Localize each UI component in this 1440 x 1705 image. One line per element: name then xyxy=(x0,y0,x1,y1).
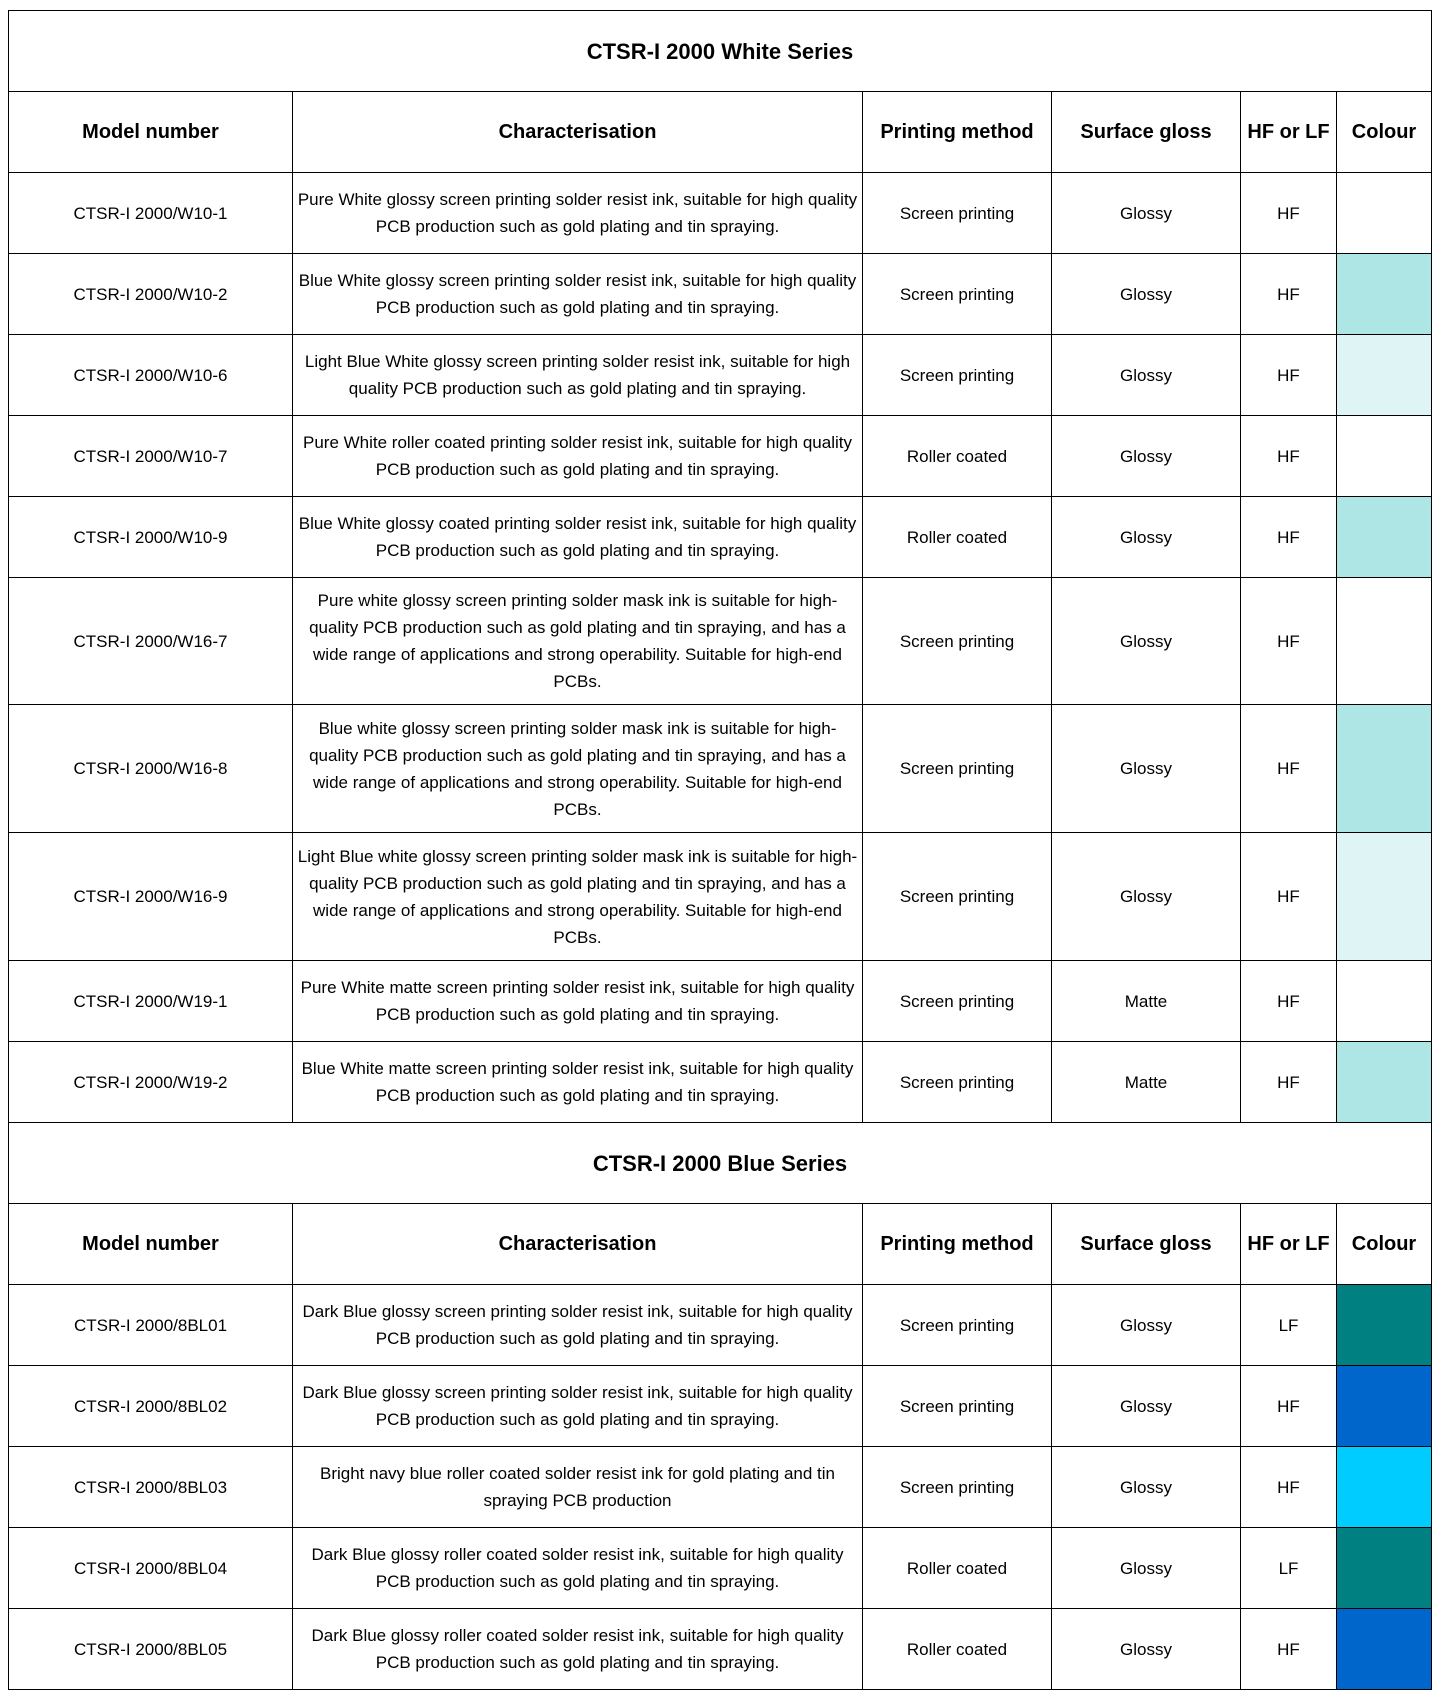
model-number: CTSR-I 2000/8BL04 xyxy=(9,1528,293,1609)
table-row xyxy=(9,416,1432,497)
characterisation: Light Blue White glossy screen printing solder resist ink, suitable for high quality PCB production such as gold plating and tin spraying. xyxy=(293,335,863,416)
characterisation: Blue White matte screen printing solder resist ink, suitable for high quality PCB production such as gold plating and tin spraying. xyxy=(293,1042,863,1123)
printing-method: Screen printing xyxy=(863,1285,1052,1366)
surface-gloss: Glossy xyxy=(1052,705,1241,833)
model-number: CTSR-I 2000/W16-8 xyxy=(9,705,293,833)
table-row xyxy=(9,1447,1432,1528)
product-table xyxy=(8,10,1432,1690)
characterisation: Pure white glossy screen printing solder mask ink is suitable for high-quality PCB production such as gold plating and tin spraying, and has a wide range of applications and strong operability. Suitable for high-end PCBs. xyxy=(293,578,863,705)
table-row xyxy=(9,1366,1432,1447)
printing-method: Screen printing xyxy=(863,578,1052,705)
section-title-row xyxy=(9,11,1432,92)
model-number: CTSR-I 2000/W19-2 xyxy=(9,1042,293,1123)
hf-or-lf: HF xyxy=(1241,254,1337,335)
printing-method: Screen printing xyxy=(863,1447,1052,1528)
colour-swatch xyxy=(1337,961,1432,1042)
hf-or-lf: LF xyxy=(1241,1285,1337,1366)
model-number: CTSR-I 2000/W10-7 xyxy=(9,416,293,497)
header-model: Model number xyxy=(9,1204,293,1285)
hf-or-lf: HF xyxy=(1241,1042,1337,1123)
surface-gloss: Glossy xyxy=(1052,578,1241,705)
model-number: CTSR-I 2000/8BL05 xyxy=(9,1609,293,1690)
printing-method: Screen printing xyxy=(863,833,1052,961)
hf-or-lf: HF xyxy=(1241,173,1337,254)
characterisation: Dark Blue glossy screen printing solder resist ink, suitable for high quality PCB production such as gold plating and tin spraying. xyxy=(293,1285,863,1366)
characterisation: Blue White glossy screen printing solder resist ink, suitable for high quality PCB production such as gold plating and tin spraying. xyxy=(293,254,863,335)
printing-method: Screen printing xyxy=(863,961,1052,1042)
colour-swatch xyxy=(1337,1285,1432,1366)
table-row xyxy=(9,578,1432,705)
header-surface-gloss: Surface gloss xyxy=(1052,1204,1241,1285)
surface-gloss: Glossy xyxy=(1052,1447,1241,1528)
surface-gloss: Glossy xyxy=(1052,1528,1241,1609)
characterisation: Pure White matte screen printing solder resist ink, suitable for high quality PCB production such as gold plating and tin spraying. xyxy=(293,961,863,1042)
colour-swatch xyxy=(1337,833,1432,961)
colour-swatch xyxy=(1337,578,1432,705)
header-printing-method: Printing method xyxy=(863,92,1052,173)
characterisation: Bright navy blue roller coated solder resist ink for gold plating and tin spraying PCB production xyxy=(293,1447,863,1528)
colour-swatch xyxy=(1337,1042,1432,1123)
characterisation: Blue White glossy coated printing solder resist ink, suitable for high quality PCB production such as gold plating and tin spraying. xyxy=(293,497,863,578)
hf-or-lf: HF xyxy=(1241,1447,1337,1528)
hf-or-lf: HF xyxy=(1241,705,1337,833)
surface-gloss: Glossy xyxy=(1052,254,1241,335)
section-title: CTSR-I 2000 Blue Series xyxy=(9,1123,1432,1204)
colour-swatch xyxy=(1337,335,1432,416)
surface-gloss: Glossy xyxy=(1052,1285,1241,1366)
table-row xyxy=(9,833,1432,961)
table-row xyxy=(9,254,1432,335)
colour-swatch xyxy=(1337,1366,1432,1447)
section-title: CTSR-I 2000 White Series xyxy=(9,11,1432,92)
table-row xyxy=(9,173,1432,254)
printing-method: Screen printing xyxy=(863,254,1052,335)
surface-gloss: Matte xyxy=(1052,961,1241,1042)
surface-gloss: Glossy xyxy=(1052,1366,1241,1447)
product-sheet xyxy=(8,10,1432,1690)
colour-swatch xyxy=(1337,416,1432,497)
hf-or-lf: HF xyxy=(1241,833,1337,961)
model-number: CTSR-I 2000/W10-1 xyxy=(9,173,293,254)
header-hf-lf: HF or LF xyxy=(1241,92,1337,173)
header-printing-method: Printing method xyxy=(863,1204,1052,1285)
surface-gloss: Glossy xyxy=(1052,833,1241,961)
surface-gloss: Matte xyxy=(1052,1042,1241,1123)
printing-method: Screen printing xyxy=(863,335,1052,416)
colour-swatch xyxy=(1337,254,1432,335)
hf-or-lf: HF xyxy=(1241,416,1337,497)
table-row xyxy=(9,497,1432,578)
hf-or-lf: HF xyxy=(1241,335,1337,416)
printing-method: Roller coated xyxy=(863,497,1052,578)
characterisation: Dark Blue glossy screen printing solder resist ink, suitable for high quality PCB production such as gold plating and tin spraying. xyxy=(293,1366,863,1447)
model-number: CTSR-I 2000/8BL03 xyxy=(9,1447,293,1528)
header-characterisation: Characterisation xyxy=(293,1204,863,1285)
model-number: CTSR-I 2000/W10-9 xyxy=(9,497,293,578)
characterisation: Dark Blue glossy roller coated solder resist ink, suitable for high quality PCB production such as gold plating and tin spraying. xyxy=(293,1609,863,1690)
table-row xyxy=(9,1285,1432,1366)
colour-swatch xyxy=(1337,705,1432,833)
printing-method: Roller coated xyxy=(863,1609,1052,1690)
header-colour: Colour xyxy=(1337,1204,1432,1285)
hf-or-lf: HF xyxy=(1241,578,1337,705)
printing-method: Screen printing xyxy=(863,173,1052,254)
table-row xyxy=(9,961,1432,1042)
section-title-row xyxy=(9,1123,1432,1204)
model-number: CTSR-I 2000/W10-2 xyxy=(9,254,293,335)
header-model: Model number xyxy=(9,92,293,173)
hf-or-lf: HF xyxy=(1241,497,1337,578)
table-row xyxy=(9,705,1432,833)
surface-gloss: Glossy xyxy=(1052,497,1241,578)
colour-swatch xyxy=(1337,173,1432,254)
characterisation: Pure White roller coated printing solder resist ink, suitable for high quality PCB production such as gold plating and tin spraying. xyxy=(293,416,863,497)
printing-method: Screen printing xyxy=(863,1042,1052,1123)
characterisation: Light Blue white glossy screen printing solder mask ink is suitable for high-quality PCB production such as gold plating and tin spraying, and has a wide range of applications and strong operability. Suitable for high-end PCBs. xyxy=(293,833,863,961)
model-number: CTSR-I 2000/8BL01 xyxy=(9,1285,293,1366)
printing-method: Screen printing xyxy=(863,1366,1052,1447)
colour-swatch xyxy=(1337,1447,1432,1528)
hf-or-lf: LF xyxy=(1241,1528,1337,1609)
printing-method: Roller coated xyxy=(863,416,1052,497)
model-number: CTSR-I 2000/W16-7 xyxy=(9,578,293,705)
surface-gloss: Glossy xyxy=(1052,1609,1241,1690)
model-number: CTSR-I 2000/8BL02 xyxy=(9,1366,293,1447)
header-row xyxy=(9,92,1432,173)
printing-method: Screen printing xyxy=(863,705,1052,833)
header-characterisation: Characterisation xyxy=(293,92,863,173)
hf-or-lf: HF xyxy=(1241,1609,1337,1690)
table-row xyxy=(9,1042,1432,1123)
surface-gloss: Glossy xyxy=(1052,335,1241,416)
table-row xyxy=(9,335,1432,416)
header-row xyxy=(9,1204,1432,1285)
table-row xyxy=(9,1609,1432,1690)
characterisation: Blue white glossy screen printing solder mask ink is suitable for high-quality PCB production such as gold plating and tin spraying, and has a wide range of applications and strong operability. Suitable for high-end PCBs. xyxy=(293,705,863,833)
surface-gloss: Glossy xyxy=(1052,173,1241,254)
colour-swatch xyxy=(1337,1609,1432,1690)
characterisation: Pure White glossy screen printing solder resist ink, suitable for high quality PCB production such as gold plating and tin spraying. xyxy=(293,173,863,254)
colour-swatch xyxy=(1337,1528,1432,1609)
colour-swatch xyxy=(1337,497,1432,578)
model-number: CTSR-I 2000/W16-9 xyxy=(9,833,293,961)
header-colour: Colour xyxy=(1337,92,1432,173)
characterisation: Dark Blue glossy roller coated solder resist ink, suitable for high quality PCB production such as gold plating and tin spraying. xyxy=(293,1528,863,1609)
model-number: CTSR-I 2000/W19-1 xyxy=(9,961,293,1042)
hf-or-lf: HF xyxy=(1241,961,1337,1042)
surface-gloss: Glossy xyxy=(1052,416,1241,497)
printing-method: Roller coated xyxy=(863,1528,1052,1609)
header-surface-gloss: Surface gloss xyxy=(1052,92,1241,173)
hf-or-lf: HF xyxy=(1241,1366,1337,1447)
table-row xyxy=(9,1528,1432,1609)
model-number: CTSR-I 2000/W10-6 xyxy=(9,335,293,416)
header-hf-lf: HF or LF xyxy=(1241,1204,1337,1285)
